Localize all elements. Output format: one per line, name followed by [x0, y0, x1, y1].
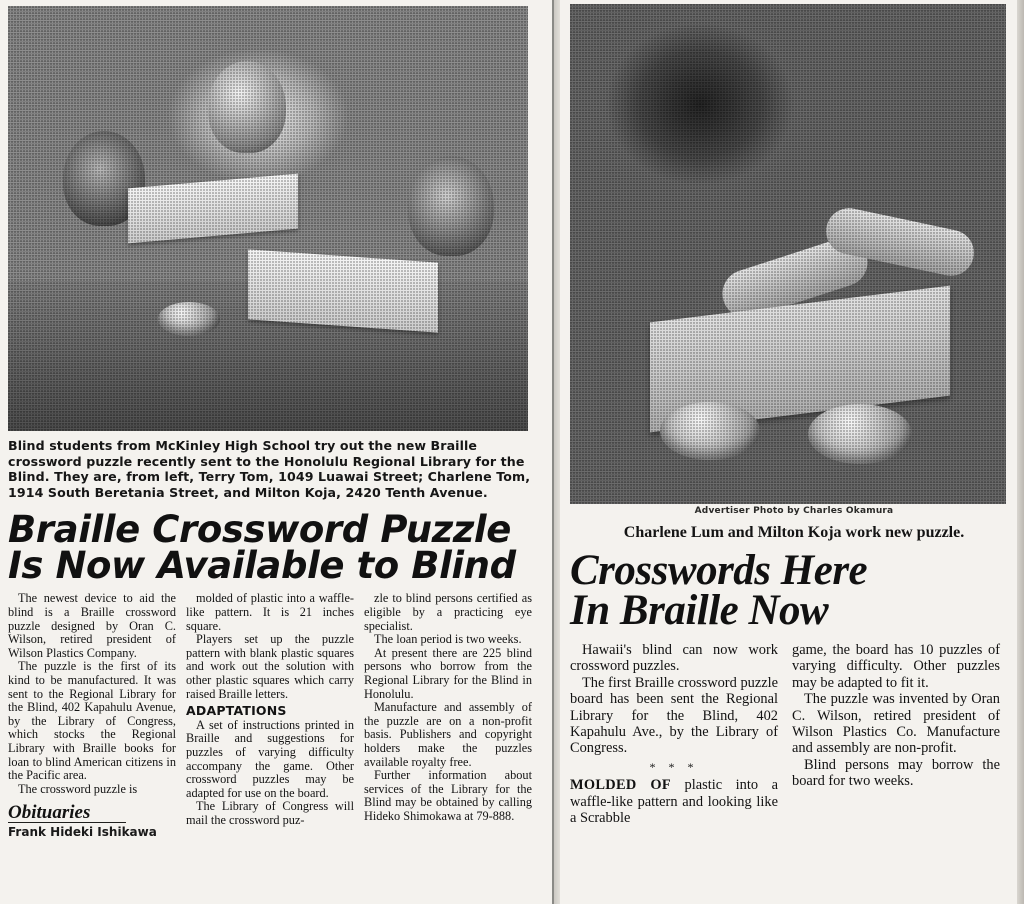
paragraph: The crossword puzzle is — [18, 781, 138, 796]
paragraph: The puzzle was invented by Oran C. Wilson, retired president of Wilson Plastics Co. Manufacture and assembly are non-profit. — [792, 691, 1000, 757]
obituaries-heading: Obituaries — [8, 802, 91, 824]
page-right-edge — [1017, 0, 1024, 904]
paragraph: The first Braille crossword puzzle board has been sent the Regional Library for the Blind, 402 Kapahulu Ave., by the Library of Congress. — [570, 674, 778, 757]
photo-figure-right — [408, 156, 494, 256]
left-article-column-2 — [186, 592, 354, 838]
left-article-body — [8, 592, 544, 838]
photo-tile-bowl — [158, 302, 220, 336]
blind-students-photo — [8, 6, 528, 431]
photo-credit: Advertiser Photo by Charles Okamura — [694, 506, 894, 516]
photo-puzzle-board-upper — [128, 174, 298, 244]
right-headline-line-1: Crosswords Here — [570, 547, 868, 594]
paragraph: game, the board has 10 puzzles of varying difficulty. Other puzzles may be adapted to fit it. — [792, 642, 1000, 691]
left-photo-caption: Blind students from McKinley High School try out the new Braille crossword puzzle recently sent to the Honolulu Regional Library for the Blind. They are, from left, Terry Tom, 1049 Luawai Street; Charlene Tom, 1914 South Beretania Street, and Milton Koja, 2420 Tenth Avenue. — [8, 438, 531, 500]
paragraph-with-lead — [570, 777, 778, 826]
paragraph: Manufacture and assembly of the puzzle are on a non-profit basis. Publishers and copyright holders make the puzzles available royalty free. — [364, 700, 532, 769]
paragraph: molded of plastic into a waffle-like pattern. It is 21 inches square. — [186, 591, 354, 633]
obituaries-fragment: Frank Hideki Ishikawa — [8, 825, 157, 838]
left-headline — [8, 510, 544, 586]
right-article-body — [570, 642, 1018, 826]
paragraph: The puzzle is the first of its kind to be manufactured. It was sent to the Regional Library for the Blind, 402 Kapahulu Avenue, by the Library of Congress, which stocks the Regional Library with Braille books for loan to blind American citizens in the Pacific area. — [8, 659, 176, 783]
paragraph: Further information about services of the Library for the Blind may be obtained by calling Hideko Shimokawa at 79-888. — [364, 768, 532, 823]
photo-tile-bowl-left — [660, 402, 760, 460]
left-article-column-1 — [8, 592, 176, 838]
paragraph: The loan period is two weeks. — [374, 632, 522, 647]
right-headline — [570, 548, 1018, 634]
section-divider: * * * — [649, 759, 699, 774]
paragraph: At present there are 225 blind persons who borrow from the Regional Library for the Blind in Honolulu. — [364, 645, 532, 701]
paragraph: Hawaii's blind can now work crossword puzzles. — [570, 642, 778, 675]
photo-figure-center — [208, 61, 286, 153]
right-headline-line-2: In Braille Now — [570, 587, 829, 634]
clipping-gutter — [554, 0, 560, 904]
photo-tile-bowl-right — [808, 404, 912, 464]
left-headline-line-1: Braille Crossword Puzzle — [8, 508, 511, 552]
right-photo-caption: Charlene Lum and Milton Koja work new puzzle. — [623, 524, 965, 541]
lead-rest: plastic into a waffle-like pattern and looking like a Scrabble — [570, 777, 778, 827]
left-headline-line-2: Is Now Available to Blind — [8, 544, 516, 588]
paragraph: The Library of Congress will mail the crossword puz- — [186, 799, 354, 827]
paragraph: zle to blind persons certified as eligible by a practicing eye specialist. — [364, 591, 532, 633]
right-article-column-1 — [570, 642, 778, 826]
paragraph: A set of instructions printed in Braille and suggestions for puzzles of varying difficulty accompany the game. Other crossword puzzles may be adapted for use on the board. — [186, 717, 354, 800]
right-article-column-2 — [792, 642, 1000, 826]
charlene-milton-photo — [570, 4, 1006, 504]
photo-puzzle-board-lower — [248, 249, 438, 332]
paragraph: Blind persons may borrow the board for two weeks. — [792, 756, 1000, 790]
right-clipping — [560, 0, 1024, 904]
lead-caps: MOLDED OF — [570, 777, 671, 794]
left-article-column-3 — [364, 592, 532, 838]
paragraph: Players set up the puzzle pattern with blank plastic squares and work out the solution with other plastic squares which carry raised Braille letters. — [186, 632, 354, 701]
paragraph: The newest device to aid the blind is a Braille crossword puzzle designed by Oran C. Wilson, retired president of Wilson Plastics Company. — [8, 591, 176, 660]
adaptations-subhead: ADAPTATIONS — [186, 703, 287, 719]
